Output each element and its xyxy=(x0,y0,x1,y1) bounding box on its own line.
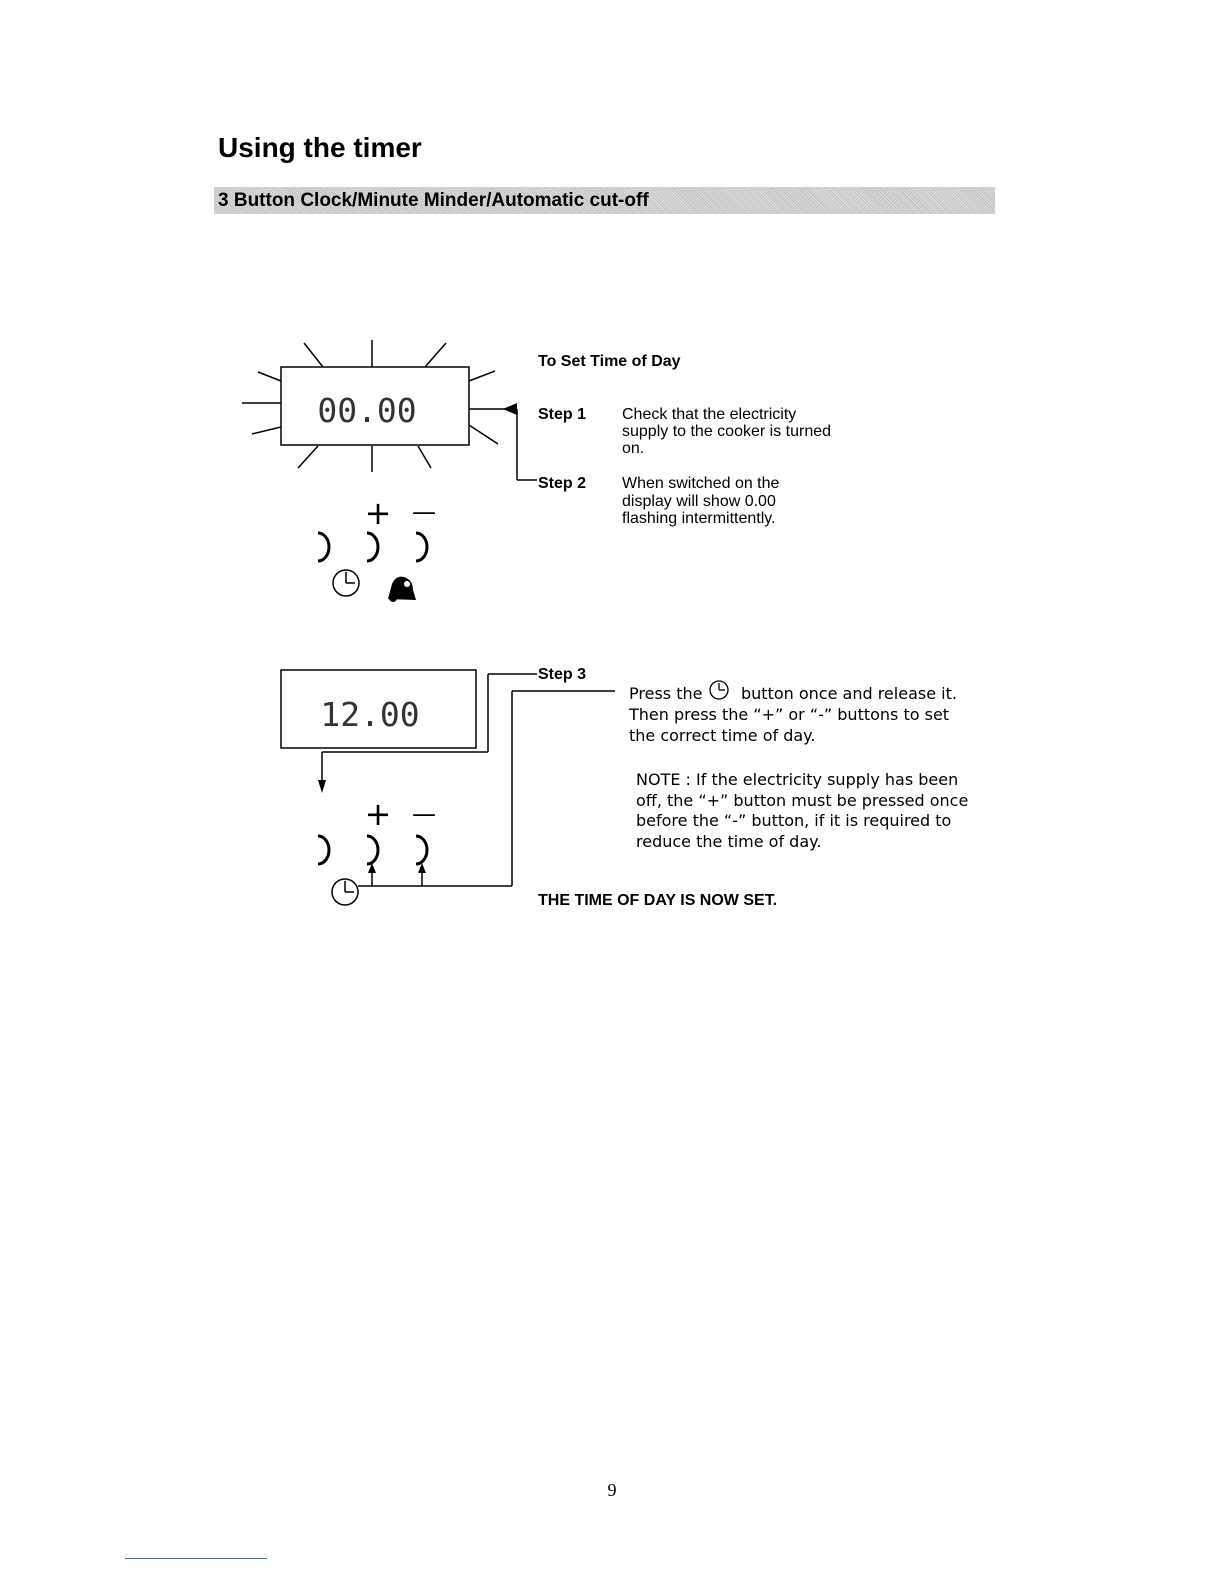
bell-icon xyxy=(388,577,416,602)
clock-button-2[interactable] xyxy=(318,836,329,864)
step1-label: Step 1 xyxy=(538,406,587,423)
section-banner: 3 Button Clock/Minute Minder/Automatic cut-off xyxy=(214,187,995,214)
step-connector-1 xyxy=(469,409,537,480)
button-row-1 xyxy=(318,533,427,561)
button-row-2 xyxy=(318,836,427,864)
arrow-head-1 xyxy=(503,403,517,415)
footer-rule xyxy=(125,1558,267,1559)
step1-line1: Check that the electricity xyxy=(622,406,797,423)
plus-button-1[interactable] xyxy=(367,533,378,561)
display-value-1: 00.00 xyxy=(317,391,417,430)
set-time-heading: To Set Time of Day xyxy=(538,353,681,370)
note-line1: NOTE : If the electricity supply has been xyxy=(636,770,959,789)
plus-button-2[interactable] xyxy=(367,836,378,864)
step3-line2: Then press the “+” or “-” buttons to set xyxy=(629,705,950,724)
minus-button-2[interactable] xyxy=(416,836,427,864)
step2-line2: display will show 0.00 xyxy=(622,493,776,510)
page-number: 9 xyxy=(607,1480,617,1500)
step2-line1: When switched on the xyxy=(622,475,780,492)
minus-label-1: — xyxy=(412,498,436,526)
clock-icon xyxy=(333,570,359,596)
step3-post: button once and release it. xyxy=(741,684,957,703)
clock-button-1[interactable] xyxy=(318,533,329,561)
minus-label-2: — xyxy=(412,800,436,828)
plus-label-2: + xyxy=(364,795,392,833)
step3-label: Step 3 xyxy=(538,666,587,683)
step2-label: Step 2 xyxy=(538,475,587,492)
note-line2: off, the “+” button must be pressed once xyxy=(636,791,969,810)
note-line4: reduce the time of day. xyxy=(636,832,822,851)
step3-line3: the correct time of day. xyxy=(629,726,816,745)
step1-line3: on. xyxy=(622,440,645,457)
step1-line2: supply to the cooker is turned xyxy=(622,423,832,440)
down-arrow-head xyxy=(318,780,326,793)
clock-icon xyxy=(332,879,358,905)
plus-label-1: + xyxy=(364,494,392,532)
note-line3: before the “-” button, if it is required to xyxy=(636,811,952,830)
step3-pre: Press the xyxy=(629,684,703,703)
minus-button-1[interactable] xyxy=(416,533,427,561)
clock-icon xyxy=(710,681,728,699)
conclusion-text: THE TIME OF DAY IS NOW SET. xyxy=(538,892,778,909)
step2-line3: flashing intermittently. xyxy=(622,510,776,527)
display-value-2: 12.00 xyxy=(320,695,420,734)
page-title: Using the timer xyxy=(218,132,422,163)
